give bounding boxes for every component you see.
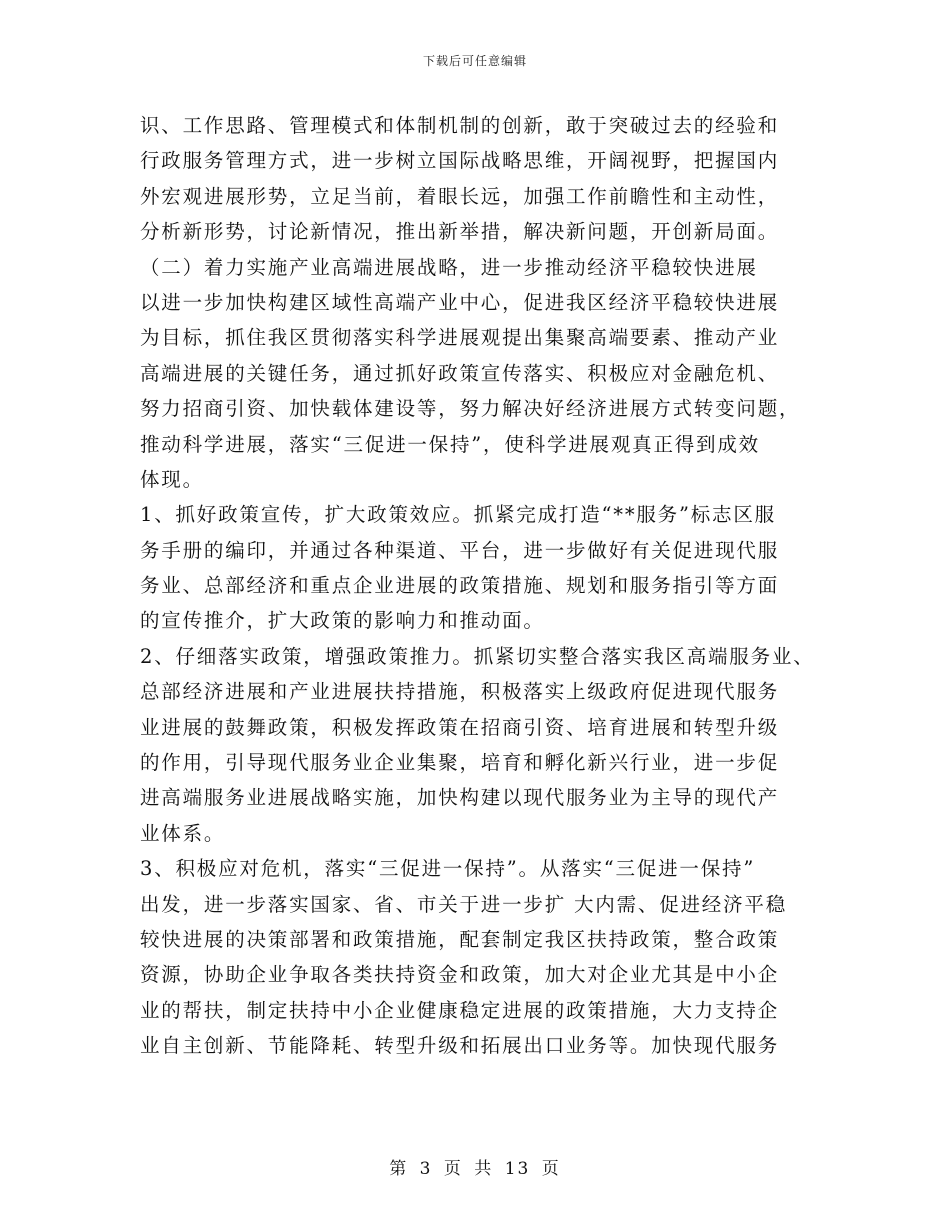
- text-line: 资源，协助企业争取各类扶持资金和政策，加大对企业尤其是中小企: [140, 963, 780, 987]
- text-line: 业自主创新、节能降耗、转型升级和拓展出口业务等。加快现代服务: [140, 1034, 780, 1058]
- text-line: 行政服务管理方式，进一步树立国际战略思维，开阔视野，把握国内: [140, 149, 780, 173]
- section-heading: （二）着力实施产业高端进展战略，进一步推动经济平稳较快进展: [140, 255, 758, 279]
- text-line: 2、仔细落实政策，增强政策推力。抓紧切实整合落实我区高端服务业、: [140, 644, 815, 668]
- text-line: 推动科学进展，落实“三促进一保持”，使科学进展观真正得到成效: [140, 432, 760, 456]
- text-line: 的宣传推介，扩大政策的影响力和推动面。: [140, 609, 545, 633]
- text-line: 业的帮扶，制定扶持中小企业健康稳定进展的政策措施，大力支持企: [140, 998, 780, 1022]
- text-line: 3、积极应对危机，落实“三促进一保持”。从落实“三促进一保持”: [140, 857, 756, 881]
- text-line: 外宏观进展形势，立足当前，着眼长远，加强工作前瞻性和主动性，: [140, 184, 780, 208]
- page-number: 第 3 页 共 13 页: [389, 1159, 561, 1179]
- text-line: 业体系。: [140, 821, 226, 845]
- text-line: 较快进展的决策部署和政策措施，配套制定我区扶持政策，整合政策: [140, 927, 780, 951]
- text-line: 高端进展的关键任务，通过抓好政策宣传落实、积极应对金融危机、: [140, 361, 780, 385]
- document-body: [140, 108, 820, 1064]
- text-line: 业进展的鼓舞政策，积极发挥政策在招商引资、培育进展和转型升级: [140, 715, 780, 739]
- text-line: 以进一步加快构建区域性高端产业中心，促进我区经济平稳较快进展: [140, 290, 780, 314]
- text-line: 务手册的编印，并通过各种渠道、平台，进一步做好有关促进现代服: [140, 538, 780, 562]
- text-line: 识、工作思路、管理模式和体制机制的创新，敢于突破过去的经验和: [140, 114, 780, 137]
- text-line: 务业、总部经济和重点企业进展的政策措施、规划和服务指引等方面: [140, 574, 780, 598]
- text-line: 的作用，引导现代服务业企业集聚，培育和孵化新兴行业，进一步促: [140, 751, 780, 775]
- text-line: 努力招商引资、加快载体建设等，努力解决好经济进展方式转变问题，: [140, 397, 801, 421]
- text-line: 1、抓好政策宣传，扩大政策效应。抓紧完成打造“**服务”标志区服: [140, 503, 776, 527]
- text-line: 为目标，抓住我区贯彻落实科学进展观提出集聚高端要素、推动产业: [140, 326, 780, 350]
- text-line: 分析新形势，讨论新情况，推出新举措，解决新问题，开创新局面。: [140, 220, 780, 244]
- text-line: 总部经济进展和产业进展扶持措施，积极落实上级政府促进现代服务: [140, 680, 780, 704]
- text-line: 出发，进一步落实国家、省、市关于进一步扩 大内需、促进经济平稳: [140, 892, 787, 916]
- page-header: 下载后可任意编辑: [422, 54, 527, 68]
- text-line: 进高端服务业进展战略实施，加快构建以现代服务业为主导的现代产: [140, 786, 780, 810]
- text-line: 体现。: [140, 467, 204, 491]
